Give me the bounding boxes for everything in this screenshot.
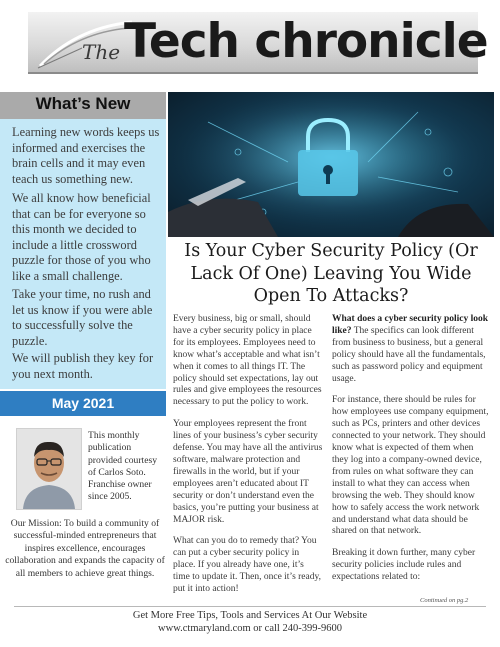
sidebar-paragraph: We will publish they key for you next month.: [12, 351, 154, 381]
article-column-2: [332, 314, 492, 594]
masthead-title: Tech chronicle: [124, 14, 488, 69]
continued-note: Continued on pg.2: [420, 597, 469, 604]
policy-answer: The specifics can look different from business to business, but a general policy should have all the fundamentals, such as password policy and equipment usage.: [332, 325, 486, 384]
publisher-photo: [16, 428, 82, 510]
policy-question: What does a cyber security policy look like?: [332, 314, 489, 336]
whats-new-panel: [0, 119, 166, 389]
publisher-credit: This monthly publication provided courtesy of Carlos Soto. Franchise owner since 2005.: [88, 430, 158, 503]
article-paragraph: [332, 314, 492, 385]
article-paragraph: Every business, big or small, should have a cyber security policy in place for its employees. Employees need to know what’s acceptable and what isn’t when it comes to all things IT. The policy should set expectations, lay out rules and give employees the resources necessary to put the policy to work.: [173, 314, 322, 408]
article-paragraph: For instance, there should be rules for how employees use company equipment, such as PCs, printers and other devices connected to your network. They should know what is expected of them when they log into a company-owned device, from rules on what software they can install to what they can access when browsing the web. They should know how to safely access the work network and understand what data should be shared on that network.: [332, 395, 489, 537]
footer-contact[interactable]: www.ctmaryland.com or call 240-399-9600: [158, 623, 342, 634]
mission-statement: Our Mission: To build a community of successful-minded entrepreneurs that inspires excellence, encourages collaboration and expands the capacity of all members to achieve great things.: [5, 518, 165, 579]
whats-new-title: What’s New: [35, 94, 131, 113]
masthead-rule: [28, 72, 478, 74]
sidebar-paragraph: Learning new words keeps us informed and exercises the brain cells and it may even teach us something new.: [12, 125, 160, 186]
article-column-1: [173, 314, 323, 606]
footer-divider: [14, 606, 486, 607]
month-label: May 2021: [51, 395, 115, 411]
cyber-security-hero-image: [168, 92, 494, 237]
sidebar-paragraph: We all know how beneficial that can be for everyone so this month we decided to include a little crossword puzzle for those of you who like a small challenge.: [12, 191, 151, 283]
article-paragraph: Your employees represent the front lines of your business’s cyber security defense. You may have all the antivirus software, malware protection and firewalls in the world, but if your employees aren’t educated about IT security or don’t understand even the basics, you’re putting your business at MAJOR risk.: [173, 419, 323, 525]
article-paragraph: What can you do to remedy that? You can put a cyber security policy in place. If you already have one, it’s time to update it. Then, once it’s ready, put it into action!: [173, 536, 322, 595]
sidebar-paragraph: Take your time, no rush and let us know if you were able to successfully solve the puzzle.: [12, 287, 153, 348]
masthead-the: The: [82, 40, 121, 64]
article-headline: Is Your Cyber Security Policy (Or Lack Of One) Leaving You Wide Open To Attacks?: [184, 241, 478, 306]
article-paragraph: Breaking it down further, many cyber security policies include rules and expectations related to:: [332, 548, 476, 583]
footer-tagline: Get More Free Tips, Tools and Services At Our Website: [132, 610, 368, 621]
